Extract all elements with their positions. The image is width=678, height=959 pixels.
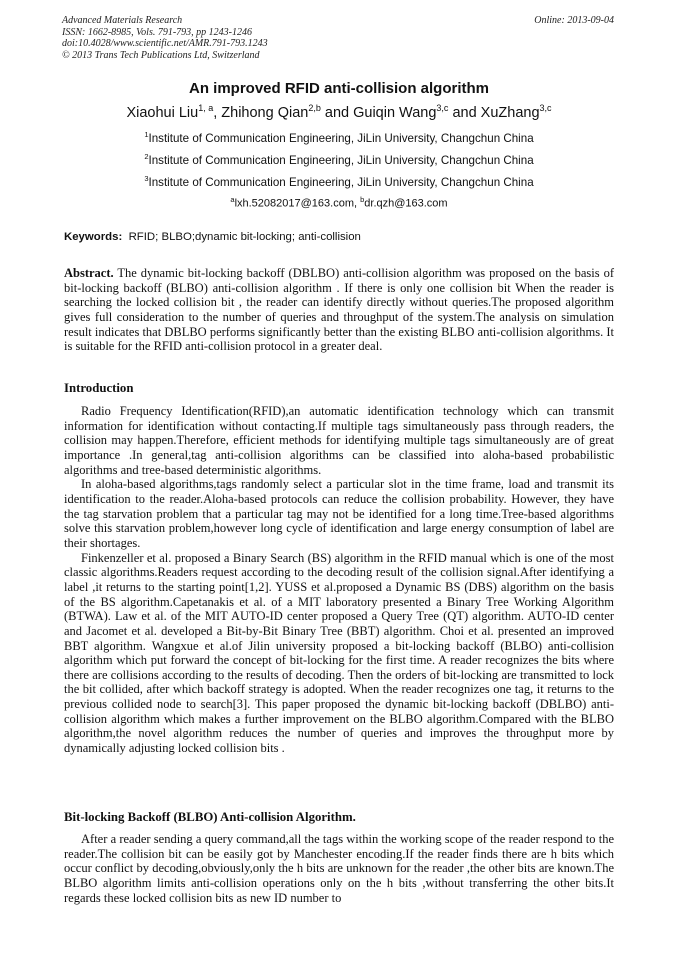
abstract — [64, 266, 614, 354]
issn-line: ISSN: 1662-8985, Vols. 791-793, pp 1243-1246 — [62, 26, 252, 38]
abstract-label: Abstract. — [64, 266, 114, 280]
journal-header — [62, 15, 268, 61]
paragraph: Finkenzeller et al. proposed a Binary Search (BS) algorithm in the RFID manual which is one of the most classic algorithms.Readers request according to the decoding result of the collision signal.After identifying a label ,it returns to the starting point[1,2]. YUSS et al.proposed a Dynamic BS (DBS) algorithm on the basis of the BS algorithm.Capetanakis et al. of a MIT laboratory presented a Binary Tree Working Algorithm (BTWA). Law et al. of the MIT AUTO-ID center proposed a Query Tree (QT) algorithm. AUTO-ID center and Jacomet et al. developed a Bit-by-Bit Binary Tree (BBT) algorithm. Choi et al. presented an improved BBT algorithm. Wangxue et al.of Jilin university proposed a bit-locking backoff (BLBO) anti-collision algorithm which put forward the concept of bit-locking for the first time. A reader recognizes the bits where there are collisions according to the results of decoding. Then the orders of bit-locking are transmitted to lock the bit collided, after which backoff strategy is adopted. When the reader recognizes one tag, it returns to the previous collided node to search[3]. This paper proposed the dynamic bit-locking backoff (DBLBO) anti-collision algorithm which makes a further improvement on the BLBO algorithm.Compared with the BLBO algorithm,the novel algorithm reduces the number of queries and improves the throughput more by dynamically adjusting locked collision bits . — [64, 550, 614, 756]
author-affil-mark: 1, a — [198, 103, 214, 113]
author-separator: and — [448, 104, 481, 121]
affiliation-3 — [0, 174, 678, 189]
affiliation-1 — [0, 130, 678, 145]
paragraph: Radio Frequency Identification(RFID),an automatic identification technology which can transmit information for identification without contacting.If multiple tags simultaneously pass through readers, the collision may happen.Therefore, efficient methods for identifying multiple tags simultaneously are of great importance .In general,tag anti-collision algorithms can be classified into aloha-based probabilistic algorithms and tree-based deterministic algorithms. — [64, 404, 614, 477]
section-heading-blbo: Bit-locking Backoff (BLBO) Anti-collision Algorithm. — [64, 810, 356, 824]
section-heading-introduction: Introduction — [64, 381, 134, 395]
affiliation-text: Institute of Communication Engineering, JiLin University, Changchun China — [148, 175, 534, 189]
author-affil-mark: 3,c — [436, 103, 449, 113]
paper-title: An improved RFID anti-collision algorithm — [188, 80, 489, 97]
author-name: Guiqin Wang — [353, 104, 437, 121]
copyright-line: © 2013 Trans Tech Publications Ltd, Switzerland — [62, 49, 260, 61]
paragraph: After a reader sending a query command,all the tags within the working scope of the reader respond to the reader.The collision bit can be easily got by Manchester encoding.If the reader finds there are h bits which occur conflict by decoding,obviously,only the h bits are unknown for the reader ,the other bits are known.The BLBO algorithm limits anti-collision operations only on the h bits ,without transferring the other bits.It regards these locked collision bits as new ID number to — [64, 832, 614, 905]
author-separator: , — [213, 104, 222, 121]
introduction-body — [64, 404, 614, 756]
author-name: XuZhang — [480, 104, 540, 121]
blbo-body — [64, 832, 614, 905]
affiliation-text: Institute of Communication Engineering, JiLin University, Changchun China — [148, 153, 534, 167]
email-a: lxh.52082017@163.com, — [234, 197, 361, 210]
author-name: Xiaohui Liu — [126, 104, 199, 121]
online-date: Online: 2013-09-04 — [534, 15, 614, 26]
author-name: Zhihong Qian — [221, 104, 309, 121]
email-mark: a — [230, 195, 235, 204]
affiliation-mark: 2 — [144, 152, 149, 161]
affiliation-mark: 3 — [144, 174, 149, 183]
email-b: dr.qzh@163.com — [364, 197, 448, 210]
author-separator: and — [320, 104, 354, 121]
author-affil-mark: 2,b — [308, 103, 321, 113]
affiliation-mark: 1 — [144, 130, 149, 139]
keywords-text: RFID; BLBO;dynamic bit-locking; anti-collision — [122, 231, 361, 243]
paragraph: In aloha-based algorithms,tags randomly select a particular slot in the time frame, load and transmit its identification to the reader.Aloha-based protocols can reduce the collision probability. However, they have the tag starvation problem that a particular tag may not be identified for a long time.Tree-based algorithms solve this starvation problem,however long cycle of identification and large energy consumption of label are their shortages. — [64, 477, 614, 550]
keywords-label: Keywords: — [64, 231, 123, 243]
author-emails — [0, 195, 678, 210]
email-mark: b — [360, 195, 365, 204]
affiliation-text: Institute of Communication Engineering, JiLin University, Changchun China — [148, 131, 534, 145]
author-line — [0, 103, 678, 121]
author-affil-mark: 3,c — [539, 103, 552, 113]
keywords — [64, 231, 624, 243]
abstract-text: The dynamic bit-locking backoff (DBLBO) anti-collision algorithm was proposed on the basis of bit-locking backoff (BLBO) anti-collision algorithm . If there is only one collision bit When the reader is searching the locked collision bit , the reader can identify directly without queries.The proposed algorithm gives full consideration to the number of queries and throughput of the system.The analysis on simulation result indicates that DBLBO performs significantly better than the existing BLBO anti-collision algorithms. It is suitable for the RFID anti-collision protocol in a greater deal. — [64, 266, 614, 354]
doi-line: doi:10.4028/www.scientific.net/AMR.791-793.1243 — [62, 38, 268, 49]
affiliation-2 — [0, 152, 678, 167]
journal-name: Advanced Materials Research — [62, 15, 183, 26]
